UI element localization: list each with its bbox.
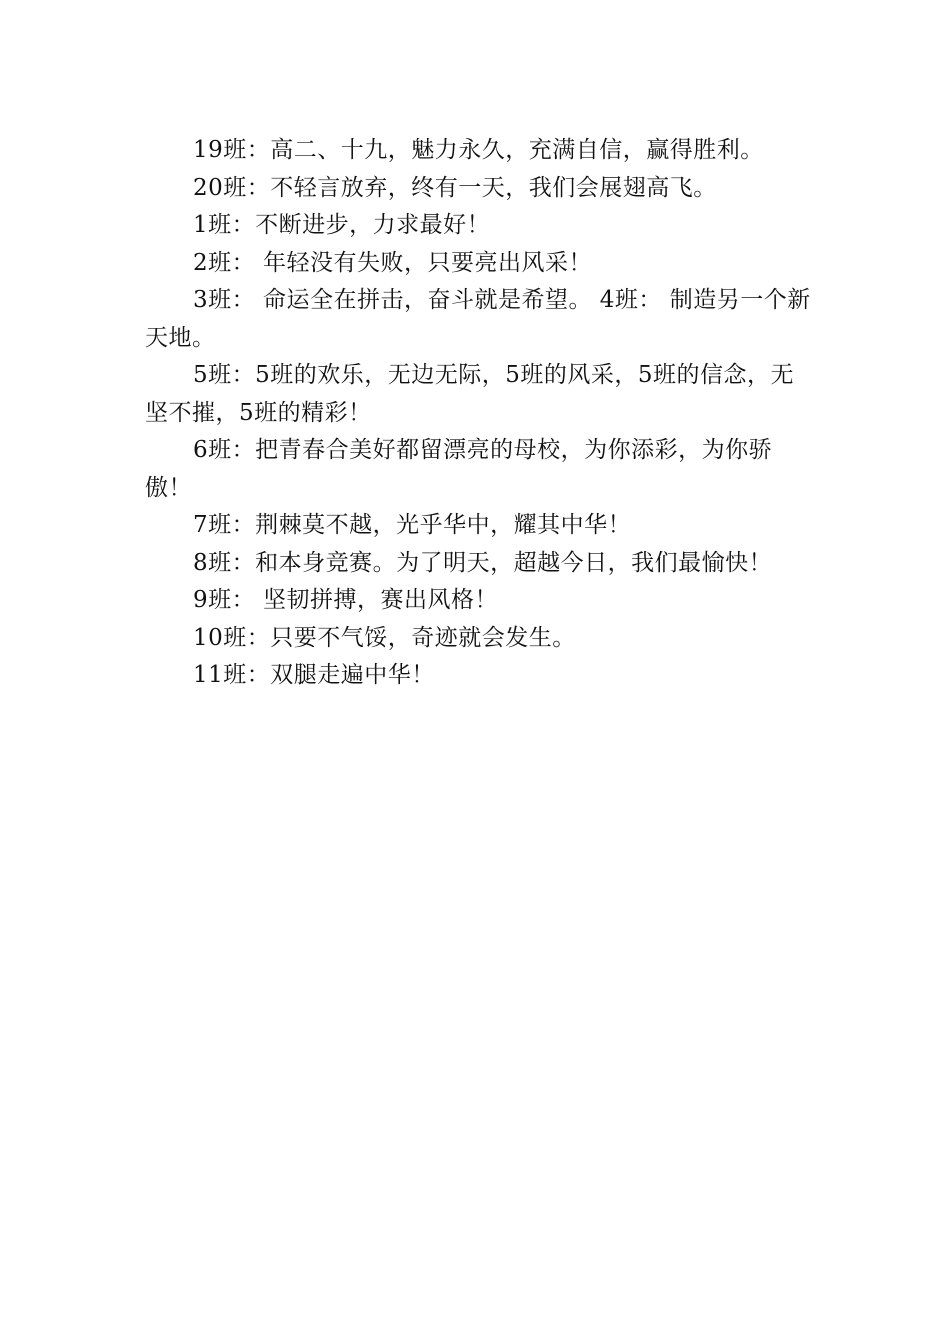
paragraph-class-3-4: 3班： 命运全在拼击，奋斗就是希望。 4班： 制造另一个新天地。	[145, 287, 811, 351]
paragraph-class-5: 5班：5班的欢乐，无边无际，5班的风采，5班的信念，无坚不摧，5班的精彩！	[145, 362, 795, 426]
paragraph-class-10: 10班：只要不气馁，奇迹就会发生。	[193, 624, 576, 651]
paragraph-class-8: 8班：和本身竞赛。为了明天，超越今日，我们最愉快！	[193, 549, 773, 576]
document-body	[145, 132, 815, 695]
paragraph-class-1: 1班：不断进步，力求最好！	[193, 212, 491, 238]
paragraph-class-9: 9班： 坚韧拼搏，赛出风格！	[193, 587, 498, 613]
paragraph-class-19: 19班：高二、十九，魅力永久，充满自信，赢得胜利。	[193, 137, 764, 163]
paragraph-class-6: 6班：把青春合美好都留漂亮的母校，为你添彩，为你骄傲！	[145, 437, 773, 501]
paragraph-class-7: 7班：荆棘莫不越，光乎华中，耀其中华！	[193, 512, 632, 538]
paragraph-class-20: 20班：不轻言放弃，终有一天，我们会展翅高飞。	[193, 174, 717, 201]
paragraph-class-11: 11班：双腿走遍中华！	[193, 662, 435, 688]
paragraph-class-2: 2班： 年轻没有失败，只要亮出风采！	[193, 249, 592, 276]
